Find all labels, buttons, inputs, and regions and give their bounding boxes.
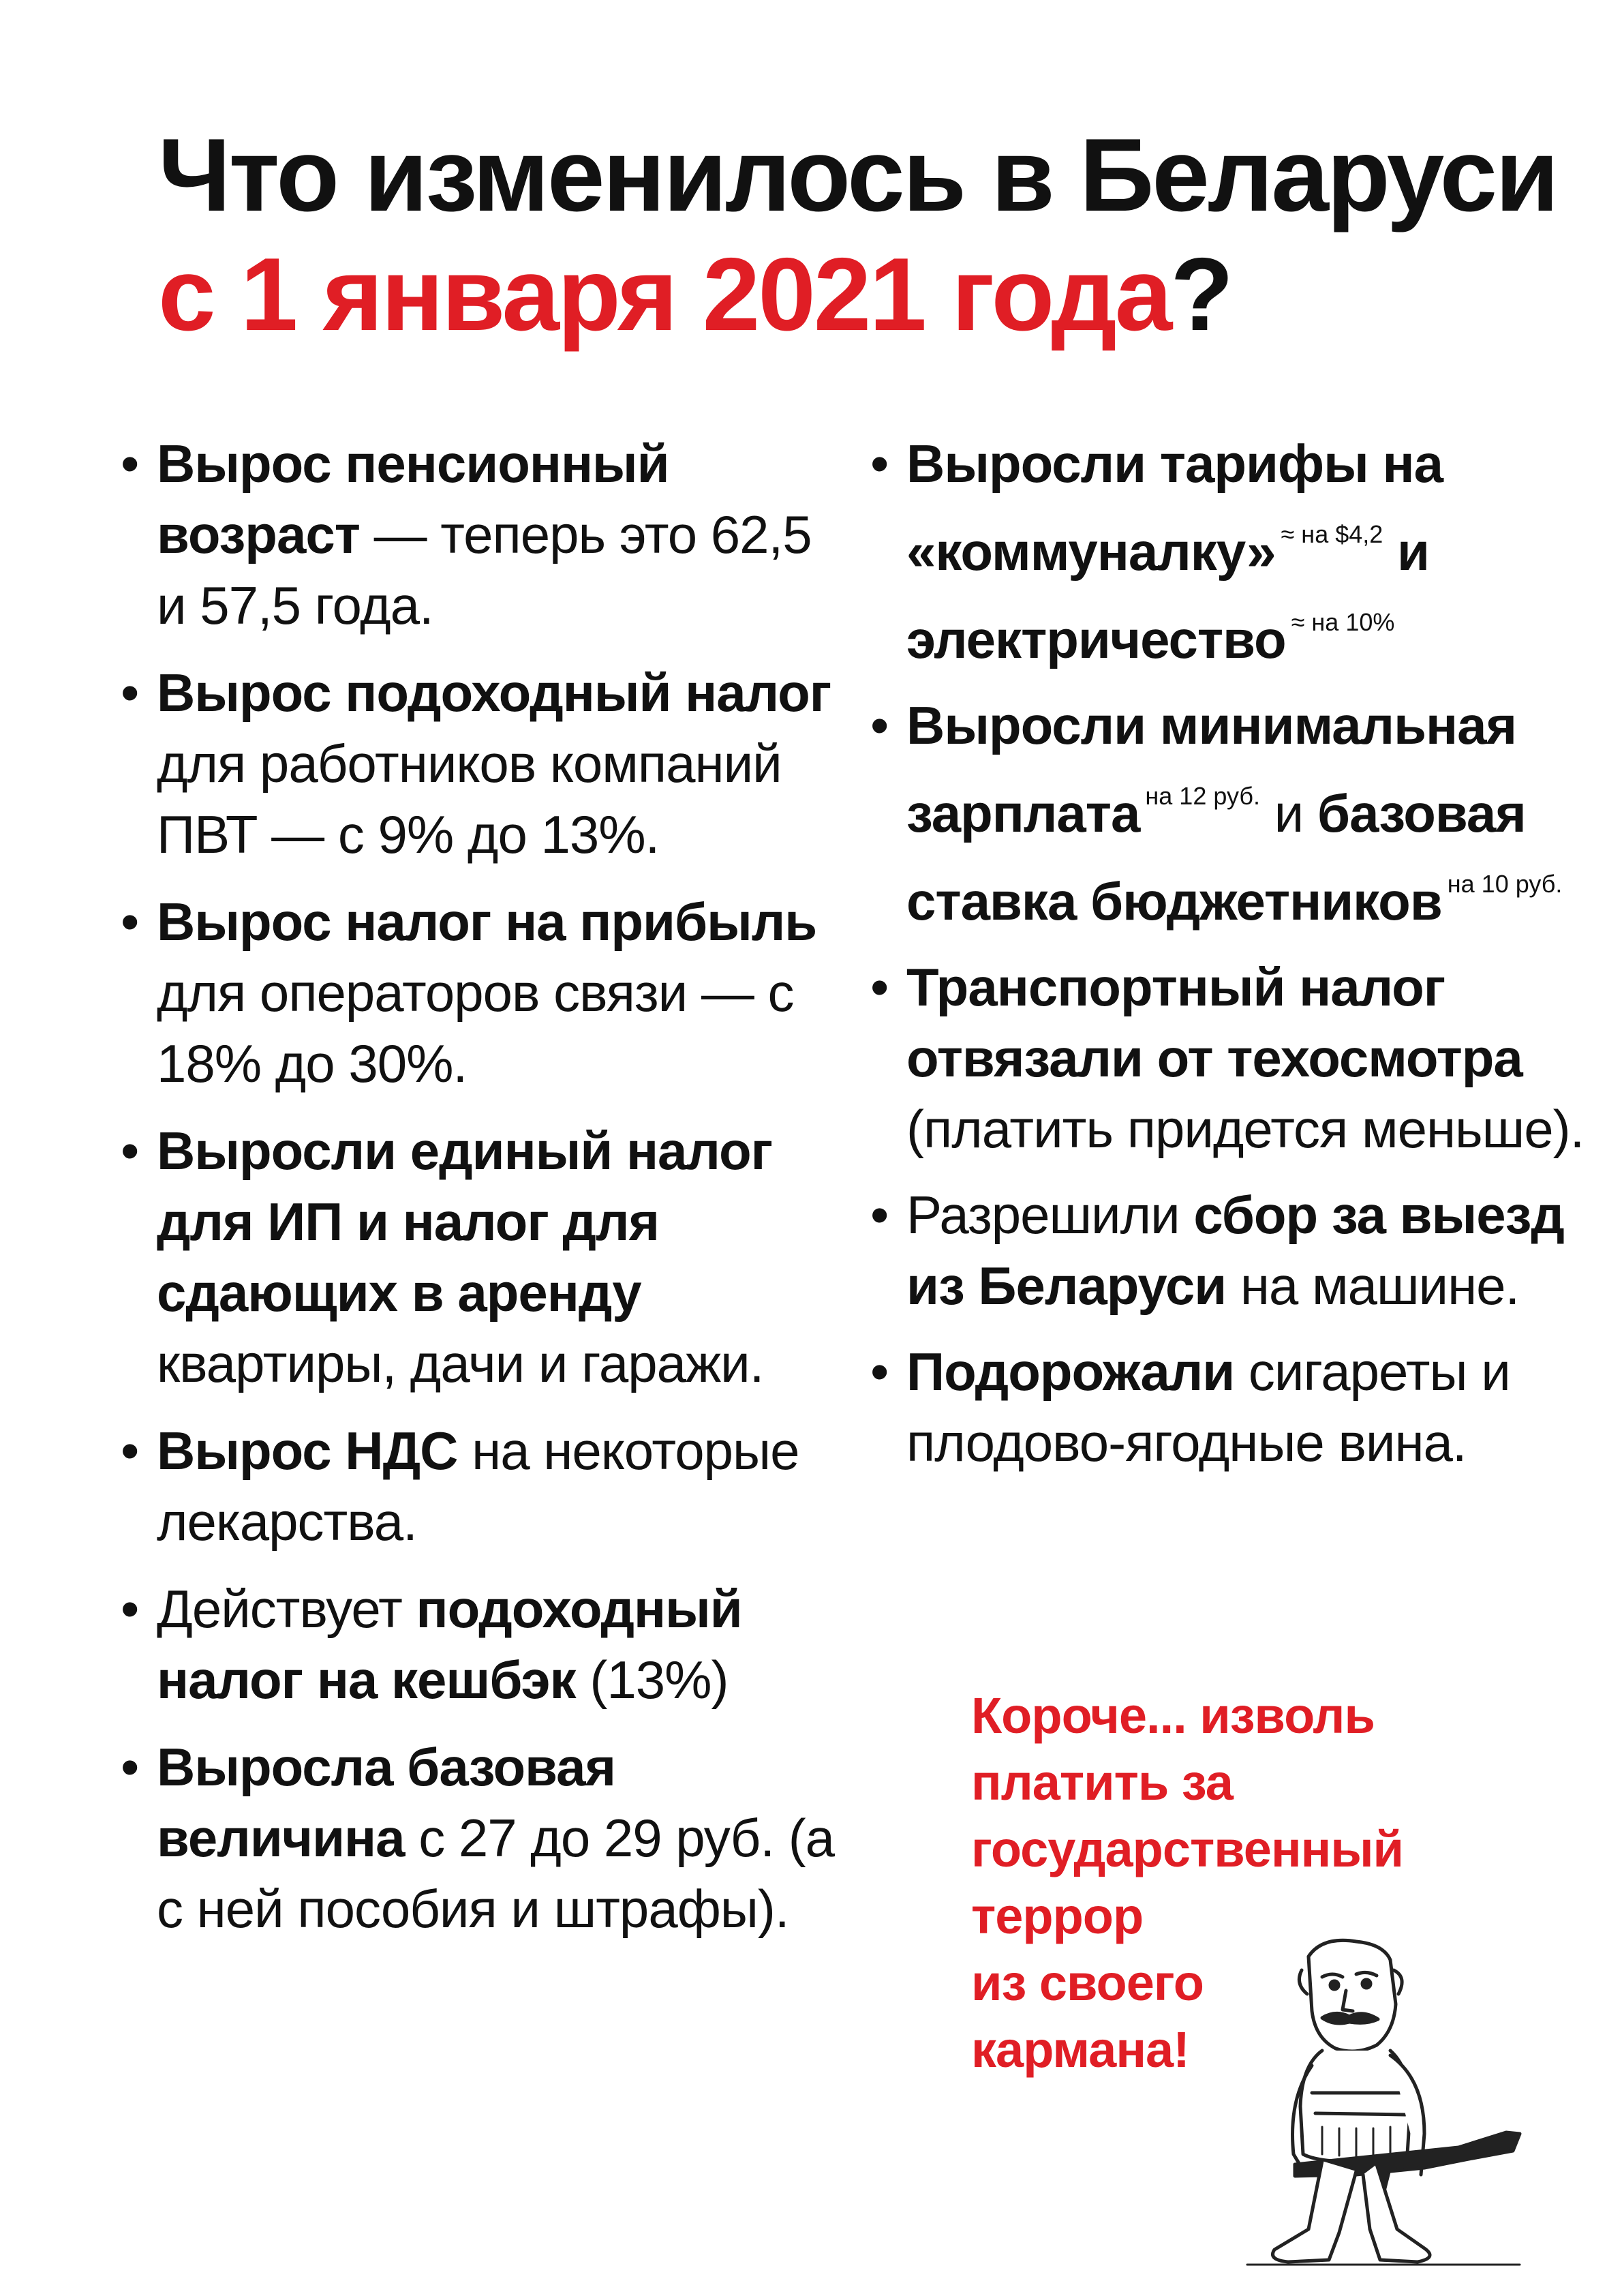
bullet-icon: • <box>121 663 139 723</box>
bullet-icon: • <box>870 957 889 1017</box>
item-text <box>1383 522 1397 581</box>
right-list-item <box>862 1179 1612 1321</box>
bullet-icon: • <box>870 434 889 494</box>
bullet-icon: • <box>121 1737 139 1797</box>
item-text: Действует <box>157 1579 416 1639</box>
highlighted-text: сбор за выезд из Беларуси <box>906 1185 1564 1316</box>
highlighted-text: Вырос налог на прибыль <box>157 892 817 952</box>
item-text: на машине. <box>1226 1256 1520 1316</box>
item-text: (13%) <box>575 1650 729 1710</box>
bullet-icon: • <box>121 1579 139 1639</box>
title-date: с 1 января 2021 года <box>158 237 1171 352</box>
slogan-line: государственный <box>971 1821 1404 1877</box>
slogan-line: кармана! <box>971 2021 1189 2078</box>
highlighted-text: Транспортный налог отвязали от техосмотра <box>906 957 1522 1088</box>
bullet-icon: • <box>121 1121 139 1181</box>
item-text: для работников компаний ПВТ — с 9% до 13%. <box>157 734 782 864</box>
right-list-item <box>862 1336 1612 1478</box>
slogan-line: террор <box>971 1888 1144 1944</box>
highlighted-text: и электричество <box>906 522 1429 669</box>
right-column-list <box>862 428 1612 1493</box>
title-line-1: Что изменилось в Беларуси <box>158 117 1557 233</box>
footnote-amount: ≈ на $4,2 <box>1281 520 1383 548</box>
left-list-item <box>112 1732 848 1944</box>
right-list-item <box>862 952 1612 1164</box>
slogan-line: Короче... изволь <box>971 1687 1375 1744</box>
footnote-amount: на 12 руб. <box>1145 782 1260 810</box>
highlighted-text: Выросли единый налог для ИП и налог для сдающих в аренду <box>157 1121 773 1323</box>
left-list-item <box>112 428 848 641</box>
left-list-item <box>112 1115 848 1399</box>
left-list-item <box>112 886 848 1099</box>
item-text: — теперь это 62,5 и 57,5 года. <box>157 504 812 635</box>
footnote-amount: ≈ на 10% <box>1291 608 1395 636</box>
highlighted-text: Выросли тарифы на «коммуналку» <box>906 434 1443 581</box>
highlighted-text: Вырос НДС <box>157 1421 458 1481</box>
item-text: для операторов связи — с 18% до 30%. <box>157 963 794 1093</box>
bullet-icon: • <box>870 1342 889 1402</box>
left-list-item <box>112 1415 848 1557</box>
right-list-item <box>862 690 1612 937</box>
highlighted-text: Подорожали <box>906 1342 1235 1402</box>
item-text: Разрешили <box>906 1185 1194 1245</box>
highlighted-text: Выросли минимальная зарплата <box>906 695 1517 843</box>
item-text: (платить придется меньше). <box>906 1099 1585 1159</box>
item-text: на некоторые лекарства. <box>157 1421 799 1552</box>
bullet-icon: • <box>121 434 139 494</box>
highlighted-text: Вырос подоходный налог <box>157 663 831 723</box>
footnote-amount: на 10 руб. <box>1447 870 1563 898</box>
bullet-icon: • <box>870 1185 889 1245</box>
slogan-line: из своего <box>971 1954 1204 2011</box>
bullet-icon: • <box>870 695 889 755</box>
page-title <box>158 116 1557 354</box>
left-list-item <box>112 1573 848 1715</box>
highlighted-text: Выросла базовая величина <box>157 1737 615 1868</box>
caricature-illustration <box>1220 1929 1547 2270</box>
slogan-line: платить за <box>971 1754 1233 1811</box>
right-list-item <box>862 428 1612 675</box>
left-list-item <box>112 657 848 870</box>
item-text: с 27 до 29 руб. (а с ней пособия и штрафы). <box>157 1808 835 1939</box>
item-text: сигареты и плодово-ягодные вина. <box>906 1342 1510 1472</box>
item-text: квартиры, дачи и гаражи. <box>157 1333 764 1393</box>
left-column-list <box>112 428 848 1961</box>
title-question-mark: ? <box>1170 237 1232 352</box>
highlighted-text: базовая ставка бюджетников <box>906 783 1526 931</box>
highlighted-text: Вырос пенсионный возраст <box>157 434 669 564</box>
highlighted-text: подоходный налог на кешбэк <box>157 1579 742 1710</box>
item-text: и <box>1259 783 1317 843</box>
bullet-icon: • <box>121 1421 139 1481</box>
bullet-icon: • <box>121 892 139 952</box>
